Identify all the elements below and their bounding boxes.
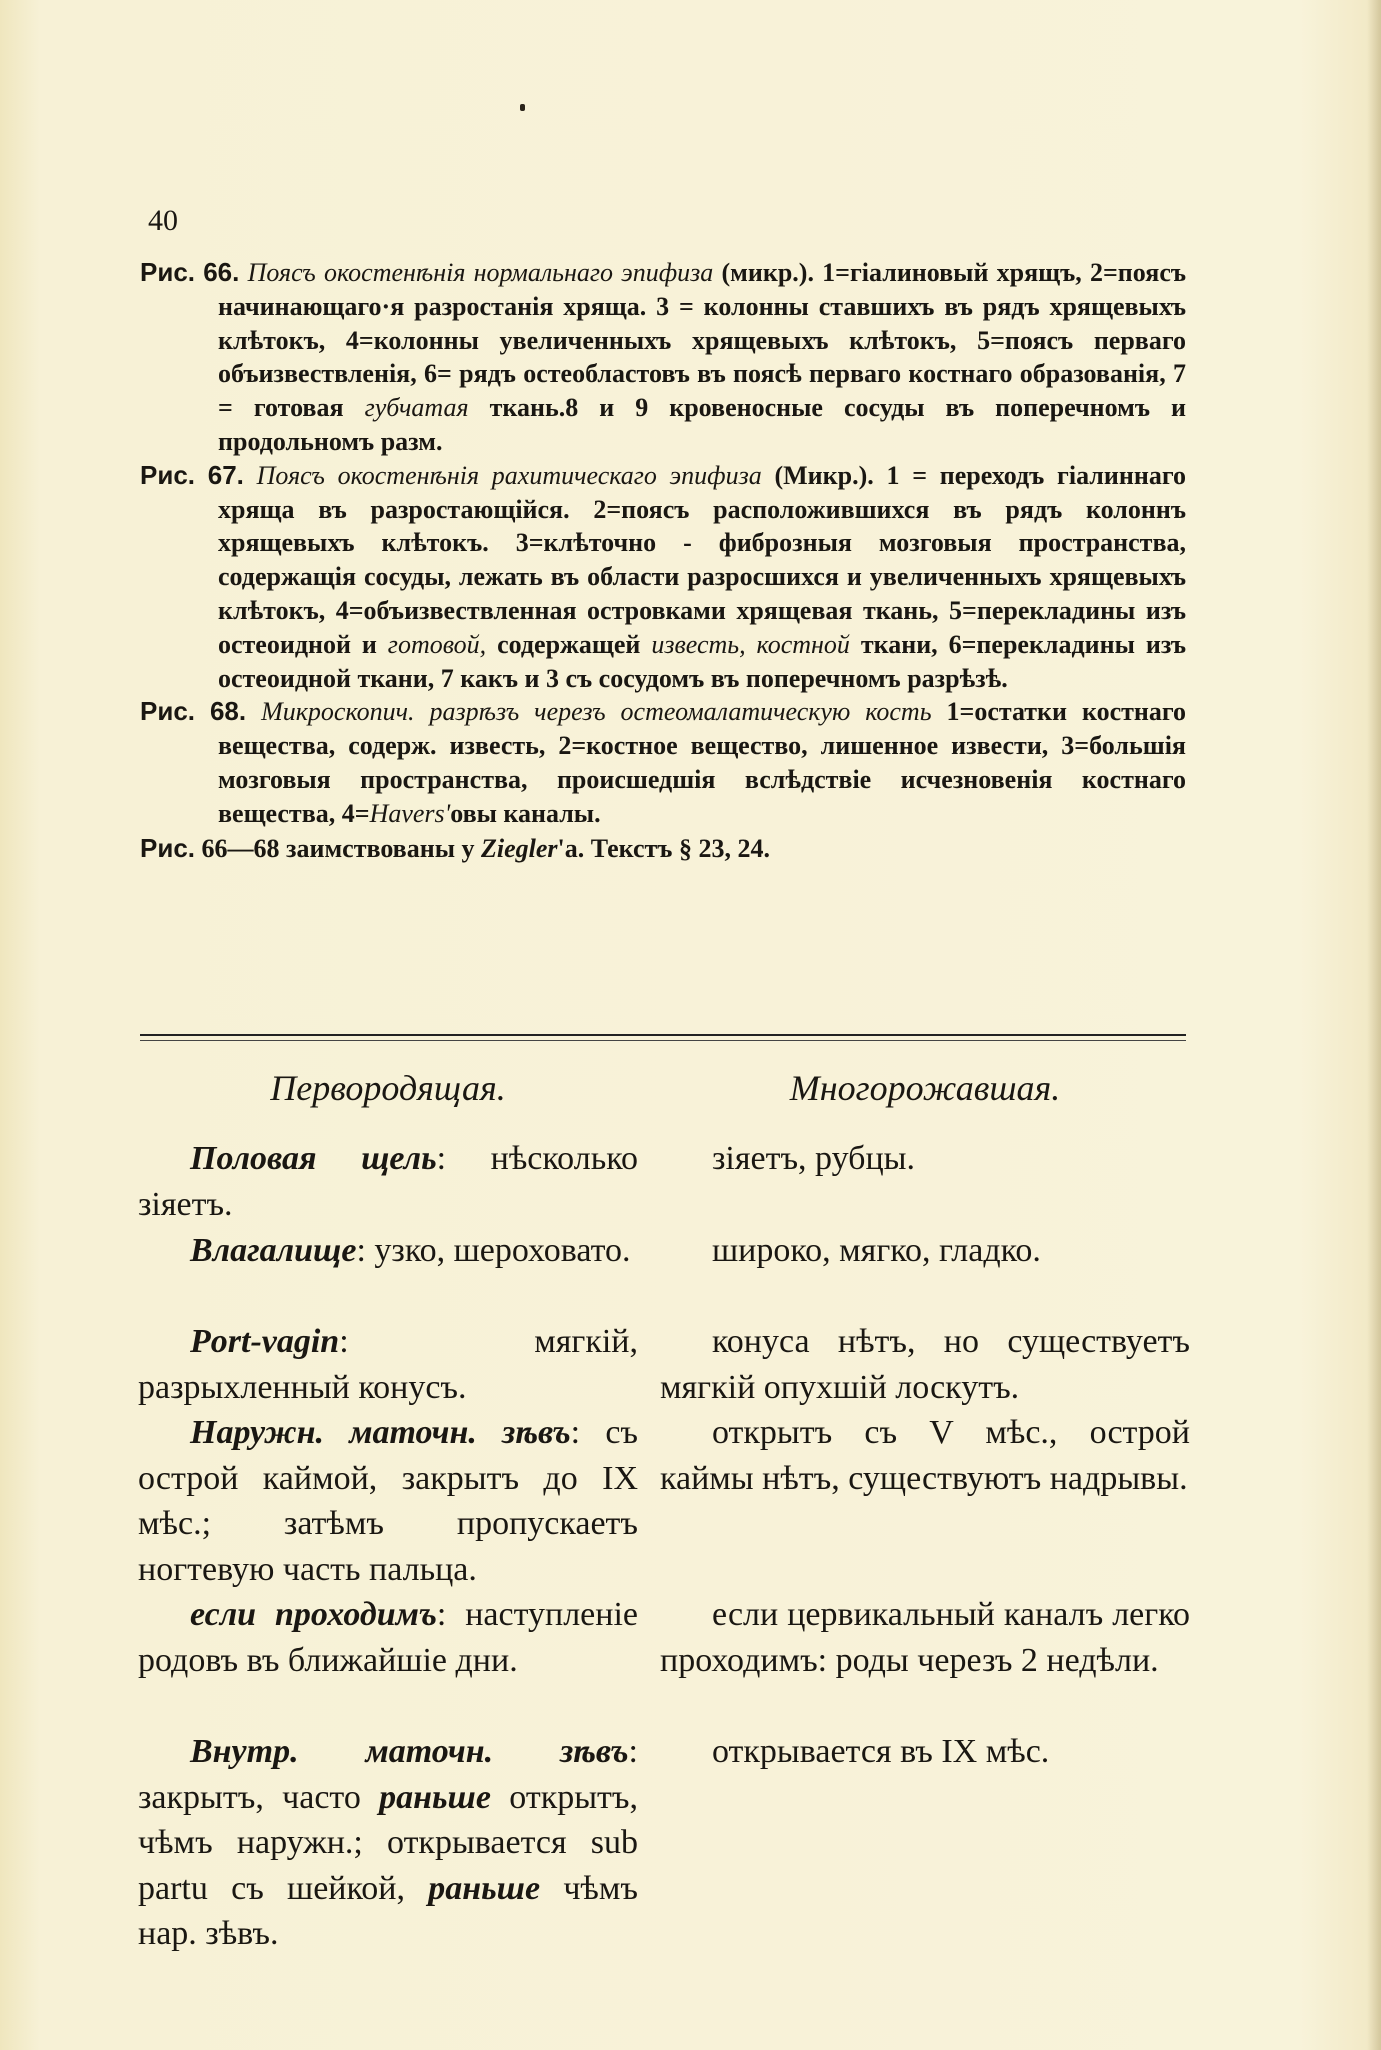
right-row-2: широко, мягко, гладко. (712, 1232, 1041, 1269)
left-row-5: если проходимъ: наступленіе родовъ въ ближайшіе дни. (138, 1596, 638, 1679)
left-row-3: Port-vagin: мягкій, разрыхленный конусъ. (138, 1323, 638, 1406)
right-row-6: открывается въ IX мѣс. (712, 1733, 1050, 1770)
page-number: 40 (148, 204, 178, 237)
caption-fig-66: Рис. 66. Поясъ окостенѣнія нормальнаго эпифиза (микр.). 1=гіалиновый хрящъ, 2=поясъ начинающаго·я разростанія хряща. 3 = колонны ставшихъ въ рядъ хрящевыхъ клѣтокъ, 4=колонны увеличенныхъ хрящевыхъ клѣтокъ, 5=поясъ перваго объизвествленія, 6= рядъ остеобластовъ въ поясѣ перваго костнаго образованія, 7 = готовая губчатая ткань.8 и 9 кровеносные сосуды въ поперечномъ и продольномъ разм. (140, 257, 1187, 456)
column-primipara (138, 1060, 638, 1136)
right-row-3: конуса нѣтъ, но существуетъ мягкій опухшій лоскутъ. (660, 1323, 1190, 1406)
figure-captions (140, 256, 1186, 866)
left-row-6: Внутр. маточн. зѣвъ: закрытъ, часто раньше открытъ, чѣмъ наружн.; открывается sub partu съ шейкой, раньше чѣмъ нар. зѣвъ. (138, 1733, 638, 1952)
column-multipara (660, 1060, 1190, 1136)
column-heading-multipara: Многорожавшая. (789, 1068, 1061, 1108)
left-row-1: Половая щель: нѣсколько зіяетъ. (138, 1140, 638, 1223)
section-divider (140, 1034, 1186, 1036)
left-row-4: Наружн. маточн. зѣвъ: съ острой каймой, закрытъ до IX мѣс.; затѣмъ пропускаетъ ногтевую часть пальца. (138, 1414, 638, 1588)
right-row-5: если цервикальный каналъ легко проходимъ: роды черезъ 2 недѣли. (660, 1596, 1190, 1679)
section-divider-thin (140, 1040, 1186, 1041)
left-row-2: Влагалище: узко, шероховато. (190, 1232, 631, 1269)
right-row-1: зіяетъ, рубцы. (712, 1140, 915, 1177)
column-heading-primipara: Первородящая. (270, 1068, 506, 1108)
caption-fig-67: Рис. 67. Поясъ окостенѣнія рахитическаго эпифиза (Микр.). 1 = переходъ гіалиннаго хряща въ разростающійся. 2=поясъ расположившихся въ рядъ колоннъ хрящевыхъ клѣтокъ. 3=клѣточно - фиброзныя мозговыя пространства, содержащія сосуды, лежать въ области разросшихся и увеличенныхъ хрящевыхъ клѣтокъ, 4=объизвествленная островками хрящевая ткань, 5=перекладины изъ остеоидной и готовой, содержащей известь, костной ткани, 6=перекладины изъ остеоидной ткани, 7 какъ и 3 съ сосудомъ въ поперечномъ разрѣзѣ. (140, 459, 1187, 693)
ink-dot (520, 104, 525, 111)
caption-fig-68: Рис. 68. Микроскопич. разрѣзъ черезъ остеомалатическую кость 1=остатки костнаго вещества, содерж. известь, 2=костное вещество, лишенное извести, 3=большія мозговыя пространства, происшедшія вслѣдствіе исчезновенія костнаго вещества, 4=Havers'овы каналы. (140, 696, 1187, 828)
right-row-4: открытъ съ V мѣс., острой каймы нѣтъ, существуютъ надрывы. (660, 1414, 1190, 1497)
page-edge-shadow (1367, 0, 1381, 2050)
caption-source-note: Рис. 66—68 заимствованы у Ziegler'а. Текстъ § 23, 24. (140, 832, 770, 863)
